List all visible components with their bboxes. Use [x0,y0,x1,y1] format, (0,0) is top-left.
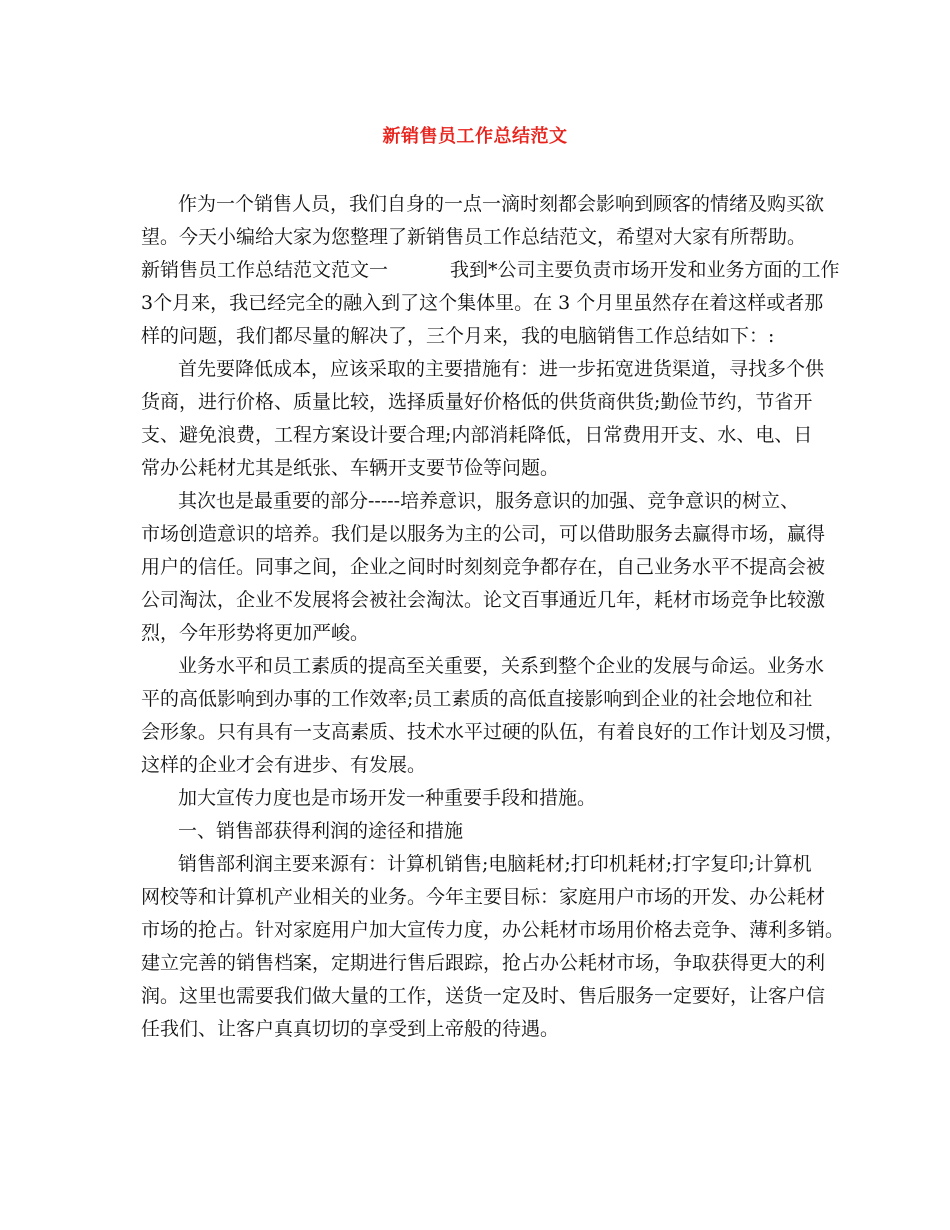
text-line: 用户的信任。同事之间，企业之间时时刻刻竞争都存在，自己业务水平不提高会被 [141,556,826,578]
text-line: 会形象。只有具有一支高素质、技术水平过硬的队伍，有着良好的工作计划及习惯， [141,721,845,743]
text-line: 任我们、让客户真真切切的享受到上帝般的待遇。 [141,1018,560,1040]
section-heading: 新销售员工作总结范文范文一 [141,259,389,281]
text-line-mixed [141,254,840,287]
text-line: 业务水平和员工素质的提高至关重要，关系到整个企业的发展与命运。业务水 [178,655,825,677]
text-line: 销售部利润主要来源有：计算机销售;电脑耗材;打印机耗材;打字复印;计算机 [178,853,812,875]
text-line: 望。今天小编给大家为您整理了新销售员工作总结范文，希望对大家有所帮助。 [141,226,807,248]
text-line: 首先要降低成本，应该采取的主要措施有：进一步拓宽进货渠道，寻找多个供 [178,358,825,380]
text-line: 加大宣传力度也是市场开发一种重要手段和措施。 [178,787,597,809]
text-line: 润。这里也需要我们做大量的工作，送货一定及时、售后服务一定要好，让客户信 [141,985,826,1007]
text-line: 网校等和计算机产业相关的业务。今年主要目标：家庭用户市场的开发、办公耗材 [141,886,826,908]
text-line: 其次也是最重要的部分-----培养意识，服务意识的加强、竞争意识的树立、 [178,490,800,512]
document-title: 新销售员工作总结范文 [382,126,568,147]
text-line: 平的高低影响到办事的工作效率;员工素质的高低直接影响到企业的社会地位和社 [141,688,813,710]
text-line: 3个月来，我已经完全的融入到了这个集体里。在 3 个月里虽然存在着这样或者那 [141,292,824,314]
text-line: 建立完善的销售档案，定期进行售后跟踪，抢占办公耗材市场，争取获得更大的利 [141,952,826,974]
text-line: 市场的抢占。针对家庭用户加大宣传力度，办公耗材市场用价格去竞争、薄利多销。 [141,919,845,941]
text-line: 常办公耗材尤其是纸张、车辆开支要节俭等问题。 [141,457,560,479]
text-line: 样的问题，我们都尽量的解决了，三个月来，我的电脑销售工作总结如下：: [141,325,775,347]
text-line: 这样的企业才会有进步、有发展。 [141,754,427,776]
text-fragment: 我到*公司主要负责市场开发和业务方面的工作 [450,259,840,281]
text-line: 公司淘汰，企业不发展将会被社会淘汰。论文百事通近几年，耗材市场竞争比较激 [141,589,826,611]
text-line: 市场创造意识的培养。我们是以服务为主的公司，可以借助服务去赢得市场，赢得 [141,523,826,545]
text-line: 货商，进行价格、质量比较，选择质量好价格低的供货商供货;勤俭节约，节省开 [141,391,813,413]
text-line: 作为一个销售人员，我们自身的一点一滴时刻都会影响到顾客的情绪及购买欲 [178,193,825,215]
text-line: 支、避免浪费，工程方案设计要合理;内部消耗降低，日常费用开支、水、电、日 [141,424,813,446]
document-body [141,188,845,1046]
text-line: 烈，今年形势将更加严峻。 [141,622,370,644]
section-heading: 一、销售部获得利润的途径和措施 [178,820,464,842]
